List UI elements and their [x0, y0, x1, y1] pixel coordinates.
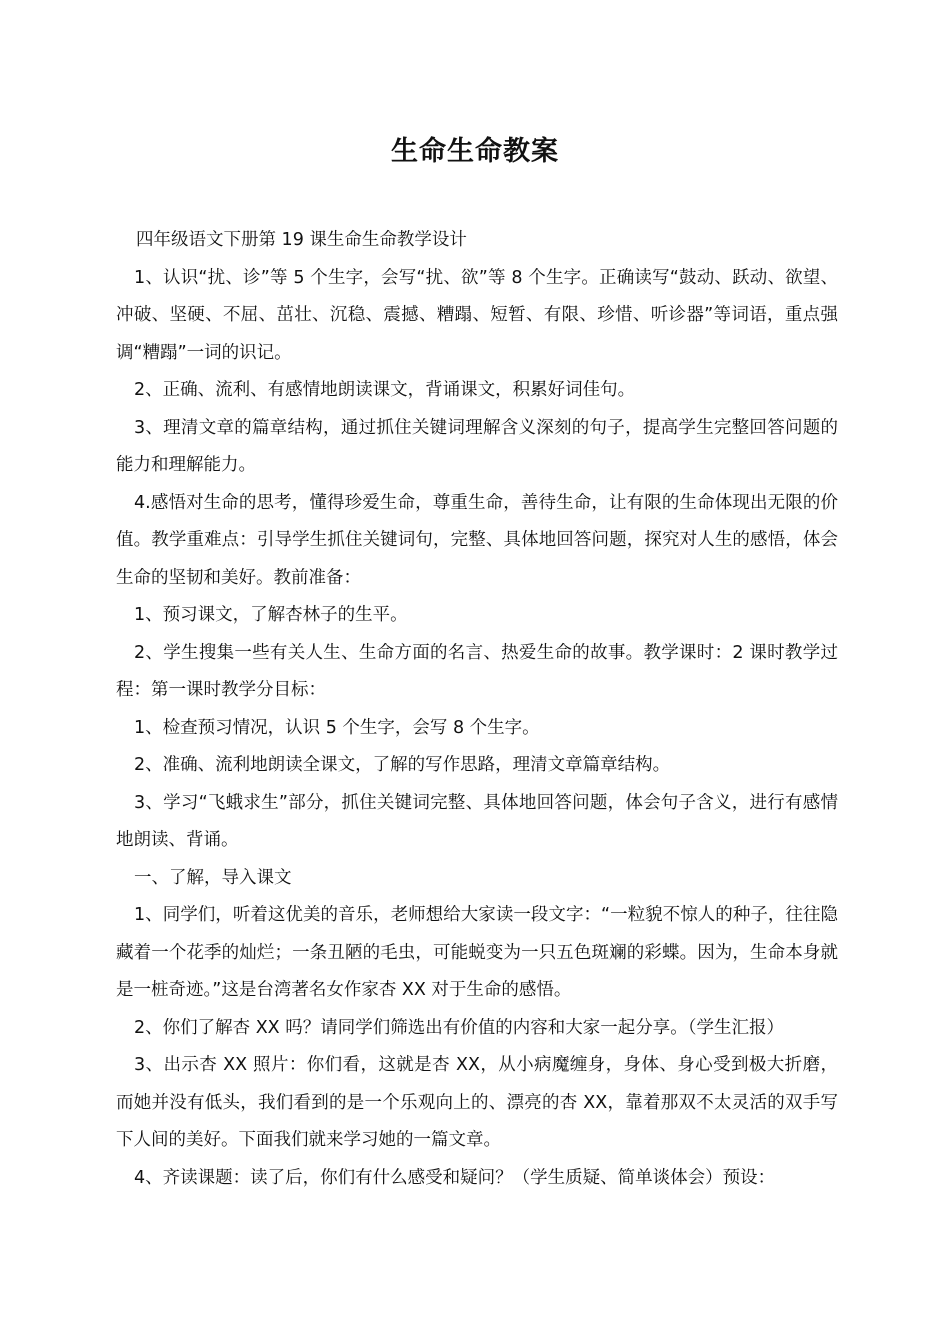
- paragraph: 1、同学们，听着这优美的音乐，老师想给大家读一段文字：“一粒貌不惊人的种子，往往隐藏着一个花季的灿烂；一条丑陋的毛虫，可能蜕变为一只五色斑斓的彩蝶。因为，生命本身就是一桩奇迹。”这是台湾著名女作家杏 XX 对于生命的感悟。: [116, 905, 838, 1000]
- section-heading: 一、了解，导入课文: [134, 867, 292, 888]
- paragraph: 2、你们了解杏 XX 吗？请同学们筛选出有价值的内容和大家一起分享。（学生汇报）: [134, 1017, 784, 1038]
- paragraph: 3、出示杏 XX 照片：你们看，这就是杏 XX，从小病魔缠身，身体、身心受到极大折磨，而她并没有低头，我们看到的是一个乐观向上的、漂亮的杏 XX，靠着那双不太灵活的双手写下人间的美好。下面我们就来学习她的一篇文章。: [116, 1055, 838, 1150]
- document-title: 生命生命教案: [391, 136, 559, 167]
- paragraph: 2、学生搜集一些有关人生、生命方面的名言、热爱生命的故事。教学课时：2 课时教学过程：第一课时教学分目标：: [116, 642, 838, 700]
- paragraph: 4、齐读课题：读了后，你们有什么感受和疑问？（学生质疑、简单谈体会）预设：: [134, 1167, 776, 1188]
- paragraph: 2、正确、流利、有感情地朗读课文，背诵课文，积累好词佳句。: [134, 380, 636, 400]
- paragraph: 2、准确、流利地朗读全课文，了解的写作思路，理清文章篇章结构。: [134, 755, 671, 775]
- paragraph: 1、检查预习情况，认识 5 个生字，会写 8 个生字。: [134, 717, 540, 738]
- lesson-subtitle: 四年级语文下册第 19 课生命生命教学设计: [136, 230, 467, 250]
- paragraph: 4.感悟对生命的思考，懂得珍爱生命，尊重生命，善待生命，让有限的生命体现出无限的价值。教学重难点：引导学生抓住关键词句，完整、具体地回答问题，探究对人生的感悟，体会生命的坚韧和美好。教前准备：: [116, 492, 838, 588]
- paragraph: 3、理清文章的篇章结构，通过抓住关键词理解含义深刻的句子，提高学生完整回答问题的能力和理解能力。: [116, 417, 838, 475]
- paragraph: 1、预习课文，了解杏林子的生平。: [134, 605, 408, 625]
- document-body: [116, 222, 838, 1197]
- paragraph: 1、认识“扰、诊”等 5 个生字，会写“扰、欲”等 8 个生字。正确读写“鼓动、跃动、欲望、冲破、坚硬、不屈、茁壮、沉稳、震撼、糟蹋、短暂、有限、珍惜、听诊器”等词语，重点强调“糟蹋”一词的识记。: [116, 267, 838, 363]
- paragraph: 3、学习“飞蛾求生”部分，抓住关键词完整、具体地回答问题，体会句子含义，进行有感情地朗读、背诵。: [116, 792, 838, 850]
